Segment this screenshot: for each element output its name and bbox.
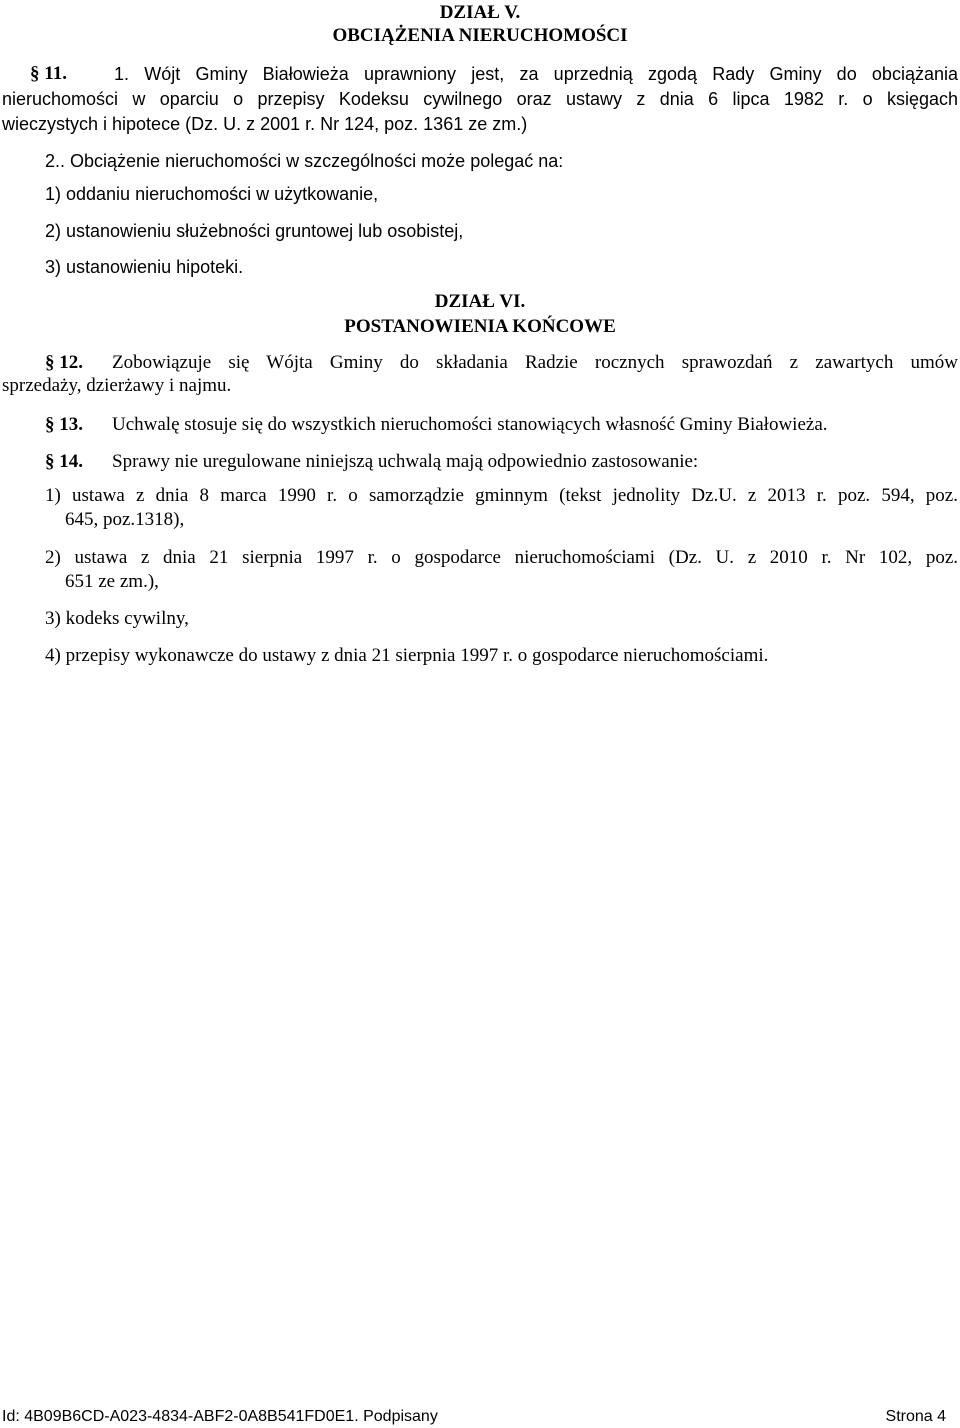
section-sign: § [30, 63, 40, 84]
document-id-footer: Id: 4B09B6CD-A023-4834-ABF2-0A8B541FD0E1. Podpisany [2, 1408, 438, 1425]
paragraph-number: 13. [59, 414, 83, 435]
law-item-1-line-1: 1) ustawa z dnia 8 marca 1990 r. o samorządzie gminnym (tekst jednolity Dz.U. z 2013 r. poz. 594, poz. [45, 485, 958, 506]
paragraph-13-label [45, 414, 83, 436]
list-item: 3) ustanowieniu hipoteki. [45, 257, 244, 277]
law-item-4: 4) przepisy wykonawcze do ustawy z dnia 21 sierpnia 1997 r. o gospodarce nieruchomościami. [45, 645, 769, 666]
paragraph-number: 12. [59, 352, 83, 373]
law-item-2-line-1: 2) ustawa z dnia 21 sierpnia 1997 r. o gospodarce nieruchomościami (Dz. U. z 2010 r. Nr 102, poz. [45, 547, 958, 568]
paragraph-number: 11. [44, 63, 67, 84]
list-item: 2) ustanowieniu służebności gruntowej lub osobistej, [45, 221, 464, 241]
paragraph-12-line-1: Zobowiązuje się Wójta Gminy do składania Radzie rocznych sprawozdań z zawartych umów [112, 352, 958, 373]
paragraph-12-line-2: sprzedaży, dzierżawy i najmu. [2, 375, 232, 396]
paragraph-11-label [30, 63, 67, 85]
paragraph-11-point-2: 2.. Obciążenie nieruchomości w szczególności może polegać na: [45, 151, 564, 171]
paragraph-14-text: Sprawy nie uregulowane niniejszą uchwalą mają odpowiednio zastosowanie: [112, 451, 699, 472]
paragraph-14-label [45, 451, 83, 473]
paragraph-13-text: Uchwalę stosuje się do wszystkich nieruchomości stanowiących własność Gminy Białowieża. [112, 414, 828, 435]
section-sign: § [45, 352, 55, 373]
law-item-2-line-2: 651 ze zm.), [65, 571, 159, 592]
section-5-title: DZIAŁ V. [439, 2, 521, 23]
paragraph-number: 14. [59, 451, 83, 472]
section-6-title: DZIAŁ VI. [434, 291, 526, 312]
paragraph-11-line-3: wieczystych i hipotece (Dz. U. z 2001 r. Nr 124, poz. 1361 ze zm.) [2, 114, 528, 134]
paragraph-11-line-1: 1. Wójt Gminy Białowieża uprawniony jest, za uprzednią zgodą Rady Gminy do obciążania [114, 64, 958, 84]
section-5-subtitle: OBCIĄŻENIA NIERUCHOMOŚCI [332, 25, 628, 46]
section-sign: § [45, 414, 55, 435]
law-item-3: 3) kodeks cywilny, [45, 608, 189, 629]
paragraph-11-line-2: nieruchomości w oparciu o przepisy Kodeksu cywilnego oraz ustawy z dnia 6 lipca 1982 r. o księgach [2, 89, 958, 109]
section-6-subtitle: POSTANOWIENIA KOŃCOWE [344, 316, 616, 337]
list-item: 1) oddaniu nieruchomości w użytkowanie, [45, 184, 379, 204]
section-sign: § [45, 451, 55, 472]
law-item-1-line-2: 645, poz.1318), [65, 509, 185, 530]
page-number-footer: Strona 4 [885, 1408, 946, 1425]
paragraph-12-label [45, 352, 83, 374]
